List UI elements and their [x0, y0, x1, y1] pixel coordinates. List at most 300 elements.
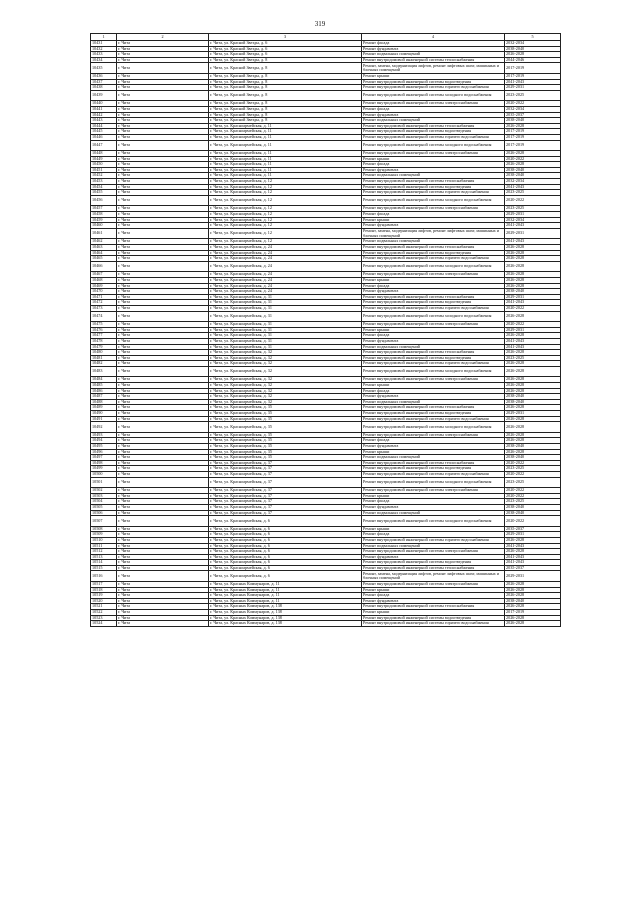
row-number: 10519: [91, 593, 117, 599]
row-period: 2020-2022: [505, 488, 561, 494]
row-work-type: Ремонт внутридомовой инженерной системы теплоснабжения: [362, 179, 505, 185]
row-work-type: Ремонт крыши: [362, 217, 505, 223]
row-number: 10439: [91, 90, 117, 101]
row-address: г. Чита, ул. Красноармейская, д. 12: [209, 206, 362, 212]
row-address: г. Чита, ул. Красноармейская, д. 11: [209, 167, 362, 173]
row-locality: г. Чита: [117, 460, 209, 466]
row-period: 2026-2028: [505, 311, 561, 322]
row-period: 2026-2028: [505, 549, 561, 555]
row-locality: г. Чита: [117, 162, 209, 168]
row-number: 10450: [91, 162, 117, 168]
row-period: 2038-2040: [505, 504, 561, 510]
row-locality: г. Чита: [117, 344, 209, 350]
row-period: 2026-2028: [505, 277, 561, 283]
row-locality: г. Чита: [117, 212, 209, 218]
row-address: г. Чита, ул. Красноармейская, д. 37: [209, 477, 362, 488]
row-work-type: Ремонт фундамента: [362, 554, 505, 560]
row-number: 10441: [91, 106, 117, 112]
row-work-type: Ремонт внутридомовой инженерной системы теплоснабжения: [362, 460, 505, 466]
row-address: г. Чита, ул. Красноармейская, д. 35: [209, 438, 362, 444]
row-work-type: Ремонт фундамента: [362, 394, 505, 400]
header-col-1: 1: [91, 34, 117, 41]
row-work-type: Ремонт внутридомовой инженерной системы холодного водоснабжения: [362, 366, 505, 377]
row-period: 2026-2028: [505, 405, 561, 411]
table-row: [91, 63, 561, 74]
row-address: г. Чита, ул. Красноармейская, д. 12: [209, 212, 362, 218]
row-work-type: Ремонт подвальных помещений: [362, 399, 505, 405]
row-period: 2026-2028: [505, 432, 561, 438]
row-period: 2017-2019: [505, 73, 561, 79]
row-period: 2035-2037: [505, 112, 561, 118]
row-work-type: Ремонт внутридомовой инженерной системы горячего водоснабжения: [362, 134, 505, 140]
row-number: 10496: [91, 449, 117, 455]
row-address: г. Чита, ул. Красной Звезды, д. 8: [209, 118, 362, 124]
row-locality: г. Чита: [117, 388, 209, 394]
row-number: 10432: [91, 46, 117, 52]
row-number: 10520: [91, 598, 117, 604]
row-period: 2032-2034: [505, 217, 561, 223]
row-locality: г. Чита: [117, 565, 209, 571]
row-period: 2041-2043: [505, 560, 561, 566]
row-period: 2038-2040: [505, 598, 561, 604]
table-row: [91, 195, 561, 206]
row-address: г. Чита, ул. Красноармейская, д. 37: [209, 471, 362, 477]
row-locality: г. Чита: [117, 250, 209, 256]
row-work-type: Ремонт внутридомовой инженерной системы горячего водоснабжения: [362, 85, 505, 91]
row-work-type: Ремонт внутридомовой инженерной системы холодного водоснабжения: [362, 140, 505, 151]
row-number: 10468: [91, 277, 117, 283]
row-locality: г. Чита: [117, 543, 209, 549]
row-address: г. Чита, ул. Красноармейская, д. 11: [209, 140, 362, 151]
row-address: г. Чита, ул. Красноармейская, д. 24: [209, 283, 362, 289]
row-number: 10523: [91, 615, 117, 621]
row-number: 10457: [91, 206, 117, 212]
row-number: 10478: [91, 338, 117, 344]
row-address: г. Чита, ул. Красноармейская, д. 24: [209, 245, 362, 251]
header-col-2: 2: [117, 34, 209, 41]
row-number: 10495: [91, 444, 117, 450]
row-work-type: Ремонт крыши: [362, 73, 505, 79]
row-address: г. Чита, ул. Красноармейская, д. 31: [209, 305, 362, 311]
row-number: 10449: [91, 156, 117, 162]
row-work-type: Ремонт внутридомовой инженерной системы водоотведения: [362, 250, 505, 256]
row-period: 2038-2040: [505, 289, 561, 295]
row-address: г. Чита, ул. Красной Звезды, д. 8: [209, 101, 362, 107]
row-number: 10515: [91, 565, 117, 571]
row-address: г. Чита, ул. Красноармейская, д. 37: [209, 488, 362, 494]
row-number: 10466: [91, 261, 117, 272]
row-address: г. Чита, ул. Красной Звезды, д. 8: [209, 90, 362, 101]
row-locality: г. Чита: [117, 549, 209, 555]
row-address: г. Чита, ул. Красноармейская, д. 24: [209, 250, 362, 256]
row-locality: г. Чита: [117, 327, 209, 333]
row-period: 2029-2031: [505, 85, 561, 91]
header-col-4: 4: [362, 34, 505, 41]
row-locality: г. Чита: [117, 394, 209, 400]
row-work-type: Ремонт внутридомовой инженерной системы горячего водоснабжения: [362, 305, 505, 311]
row-number: 10446: [91, 134, 117, 140]
row-locality: г. Чита: [117, 46, 209, 52]
row-period: 2026-2028: [505, 438, 561, 444]
row-locality: г. Чита: [117, 438, 209, 444]
row-number: 10483: [91, 366, 117, 377]
row-locality: г. Чита: [117, 134, 209, 140]
row-address: г. Чита, ул. Красных Коммунаров, д. 138: [209, 604, 362, 610]
row-number: 10521: [91, 604, 117, 610]
row-period: 2026-2028: [505, 604, 561, 610]
table-row: [91, 228, 561, 239]
row-period: 2026-2028: [505, 272, 561, 278]
row-locality: г. Чита: [117, 432, 209, 438]
row-number: 10482: [91, 361, 117, 367]
row-period: 2026-2028: [505, 333, 561, 339]
header-col-3: 3: [209, 34, 362, 41]
row-locality: г. Чита: [117, 289, 209, 295]
row-period: 2023-2025: [505, 190, 561, 196]
row-work-type: Ремонт внутридомовой инженерной системы теплоснабжения: [362, 245, 505, 251]
row-address: г. Чита, ул. Красноармейская, д. 12: [209, 228, 362, 239]
row-period: 2017-2019: [505, 134, 561, 140]
row-locality: г. Чита: [117, 510, 209, 516]
row-address: г. Чита, ул. Красноармейская, д. 11: [209, 129, 362, 135]
row-address: г. Чита, ул. Красноармейская, д. 32: [209, 350, 362, 356]
row-period: 2026-2028: [505, 366, 561, 377]
row-locality: г. Чита: [117, 499, 209, 505]
row-address: г. Чита, ул. Красноармейская, д. 31: [209, 333, 362, 339]
row-locality: г. Чита: [117, 195, 209, 206]
row-number: 10471: [91, 294, 117, 300]
row-number: 10506: [91, 510, 117, 516]
row-number: 10502: [91, 488, 117, 494]
row-work-type: Ремонт внутридомовой инженерной системы теплоснабжения: [362, 405, 505, 411]
row-address: г. Чита, ул. Красноармейская, д. 35: [209, 455, 362, 461]
row-period: 2029-2031: [505, 571, 561, 582]
row-locality: г. Чита: [117, 57, 209, 63]
row-work-type: Ремонт фасада: [362, 333, 505, 339]
row-period: 2029-2031: [505, 228, 561, 239]
row-address: г. Чита, ул. Красноармейская, д. 32: [209, 383, 362, 389]
row-address: г. Чита, ул. Красноармейская, д. 35: [209, 449, 362, 455]
row-address: г. Чита, ул. Красноармейская, д. 24: [209, 289, 362, 295]
row-address: г. Чита, ул. Красноармейская, д. 37: [209, 460, 362, 466]
table-row: [91, 477, 561, 488]
row-period: 2026-2028: [505, 587, 561, 593]
row-period: 2023-2025: [505, 206, 561, 212]
row-period: 2038-2040: [505, 510, 561, 516]
row-work-type: Ремонт фундамента: [362, 112, 505, 118]
row-period: 2029-2031: [505, 532, 561, 538]
row-period: 2026-2028: [505, 256, 561, 262]
row-period: 2026-2028: [505, 283, 561, 289]
row-work-type: Ремонт фасада: [362, 41, 505, 47]
row-work-type: Ремонт внутридомовой инженерной системы электроснабжения: [362, 206, 505, 212]
row-address: г. Чита, ул. Красных Коммунаров, д. 11: [209, 593, 362, 599]
row-work-type: Ремонт крыши: [362, 156, 505, 162]
row-locality: г. Чита: [117, 411, 209, 417]
row-address: г. Чита, ул. Красноармейская, д. 31: [209, 327, 362, 333]
row-address: г. Чита, ул. Красноармейская, д. 24: [209, 256, 362, 262]
row-address: г. Чита, ул. Красной Звезды, д. 6: [209, 52, 362, 58]
row-number: 10476: [91, 327, 117, 333]
row-locality: г. Чита: [117, 493, 209, 499]
row-address: г. Чита, ул. Красноармейская, д. 24: [209, 272, 362, 278]
row-work-type: Ремонт фундамента: [362, 46, 505, 52]
table-row: [91, 571, 561, 582]
row-period: 2035-2037: [505, 565, 561, 571]
row-period: 2041-2043: [505, 223, 561, 229]
row-work-type: Ремонт внутридомовой инженерной системы горячего водоснабжения: [362, 416, 505, 422]
row-work-type: Ремонт внутридомовой инженерной системы холодного водоснабжения: [362, 311, 505, 322]
row-work-type: Ремонт, замена, модернизация лифтов, ремонт лифтовых шахт, машинных и блочных помещений: [362, 228, 505, 239]
row-number: 10486: [91, 388, 117, 394]
row-address: г. Чита, ул. Красноармейская, д. 12: [209, 195, 362, 206]
row-address: г. Чита, ул. Красноармейская, д. 32: [209, 394, 362, 400]
row-period: 2026-2028: [505, 449, 561, 455]
row-locality: г. Чита: [117, 504, 209, 510]
row-locality: г. Чита: [117, 366, 209, 377]
row-work-type: Ремонт фасада: [362, 532, 505, 538]
row-address: г. Чита, ул. Красноармейская, д. 35: [209, 432, 362, 438]
row-work-type: Ремонт внутридомовой инженерной системы теплоснабжения: [362, 350, 505, 356]
row-work-type: Ремонт внутридомовой инженерной системы электроснабжения: [362, 272, 505, 278]
row-work-type: Ремонт внутридомовой инженерной системы водоотведения: [362, 466, 505, 472]
row-work-type: Ремонт внутридомовой инженерной системы водоотведения: [362, 79, 505, 85]
table-row: [91, 621, 561, 627]
row-locality: г. Чита: [117, 63, 209, 74]
row-locality: г. Чита: [117, 294, 209, 300]
row-address: г. Чита, ул. Красноармейская, д. 12: [209, 179, 362, 185]
row-period: 2041-2043: [505, 543, 561, 549]
row-period: 2026-2028: [505, 250, 561, 256]
row-number: 10444: [91, 123, 117, 129]
row-period: 2041-2043: [505, 79, 561, 85]
row-work-type: Ремонт фасада: [362, 283, 505, 289]
row-number: 10492: [91, 422, 117, 433]
row-locality: г. Чита: [117, 516, 209, 527]
row-locality: г. Чита: [117, 129, 209, 135]
row-address: г. Чита, ул. Красноармейская, д. 11: [209, 173, 362, 179]
row-locality: г. Чита: [117, 582, 209, 588]
row-number: 10480: [91, 350, 117, 356]
row-period: 2026-2028: [505, 261, 561, 272]
row-period: 2026-2028: [505, 388, 561, 394]
row-address: г. Чита, ул. Красноармейская, д. 31: [209, 322, 362, 328]
row-number: 10514: [91, 560, 117, 566]
row-locality: г. Чита: [117, 190, 209, 196]
row-address: г. Чита, ул. Красноармейская, д. 6: [209, 549, 362, 555]
row-number: 10500: [91, 471, 117, 477]
row-address: г. Чита, ул. Красноармейская, д. 37: [209, 499, 362, 505]
row-work-type: Ремонт крыши: [362, 610, 505, 616]
row-number: 10467: [91, 272, 117, 278]
row-number: 10479: [91, 344, 117, 350]
row-work-type: Ремонт внутридомовой инженерной системы горячего водоснабжения: [362, 471, 505, 477]
row-address: г. Чита, ул. Красноармейская, д. 12: [209, 217, 362, 223]
row-work-type: Ремонт внутридомовой инженерной системы электроснабжения: [362, 549, 505, 555]
row-number: 10493: [91, 432, 117, 438]
row-locality: г. Чита: [117, 477, 209, 488]
row-address: г. Чита, ул. Красноармейская, д. 37: [209, 510, 362, 516]
row-locality: г. Чита: [117, 101, 209, 107]
row-period: 2020-2022: [505, 101, 561, 107]
row-locality: г. Чита: [117, 322, 209, 328]
row-period: 2029-2031: [505, 411, 561, 417]
row-address: г. Чита, ул. Красноармейская, д. 6: [209, 526, 362, 532]
row-locality: г. Чита: [117, 587, 209, 593]
row-locality: г. Чита: [117, 140, 209, 151]
row-locality: г. Чита: [117, 422, 209, 433]
row-locality: г. Чита: [117, 156, 209, 162]
row-locality: г. Чита: [117, 377, 209, 383]
row-address: г. Чита, ул. Красных Коммунаров, д. 138: [209, 621, 362, 627]
row-address: г. Чита, ул. Красноармейская, д. 31: [209, 344, 362, 350]
row-work-type: Ремонт подвальных помещений: [362, 239, 505, 245]
row-address: г. Чита, ул. Красноармейская, д. 6: [209, 565, 362, 571]
row-address: г. Чита, ул. Красных Коммунаров, д. 11: [209, 582, 362, 588]
row-work-type: Ремонт внутридомовой инженерной системы электроснабжения: [362, 582, 505, 588]
row-locality: г. Чита: [117, 610, 209, 616]
row-period: 2020-2022: [505, 460, 561, 466]
row-number: 10462: [91, 239, 117, 245]
row-period: 2026-2028: [505, 123, 561, 129]
row-work-type: Ремонт фасада: [362, 438, 505, 444]
row-number: 10445: [91, 129, 117, 135]
row-period: 2023-2025: [505, 90, 561, 101]
row-period: 2020-2022: [505, 322, 561, 328]
row-work-type: Ремонт внутридомовой инженерной системы холодного водоснабжения: [362, 516, 505, 527]
page-number: 319: [314, 20, 326, 28]
row-address: г. Чита, ул. Красноармейская, д. 12: [209, 190, 362, 196]
row-number: 10505: [91, 504, 117, 510]
row-address: г. Чита, ул. Красноармейская, д. 12: [209, 223, 362, 229]
row-number: 10481: [91, 355, 117, 361]
row-period: 2023-2025: [505, 355, 561, 361]
row-work-type: Ремонт внутридомовой инженерной системы горячего водоснабжения: [362, 190, 505, 196]
row-work-type: Ремонт внутридомовой инженерной системы электроснабжения: [362, 377, 505, 383]
row-number: 10448: [91, 151, 117, 157]
row-locality: г. Чита: [117, 217, 209, 223]
table-row: [91, 90, 561, 101]
row-address: г. Чита, ул. Красноармейская, д. 32: [209, 366, 362, 377]
row-period: 2038-2040: [505, 46, 561, 52]
row-work-type: Ремонт внутридомовой инженерной системы теплоснабжения: [362, 604, 505, 610]
row-number: 10472: [91, 300, 117, 306]
row-work-type: Ремонт внутридомовой инженерной системы горячего водоснабжения: [362, 537, 505, 543]
row-period: 2026-2028: [505, 162, 561, 168]
row-period: 2026-2028: [505, 361, 561, 367]
row-period: 2017-2019: [505, 140, 561, 151]
row-work-type: Ремонт внутридомовой инженерной системы холодного водоснабжения: [362, 422, 505, 433]
row-locality: г. Чита: [117, 466, 209, 472]
row-locality: г. Чита: [117, 283, 209, 289]
row-address: г. Чита, ул. Красной Звезды, д. 8: [209, 63, 362, 74]
row-locality: г. Чита: [117, 455, 209, 461]
row-locality: г. Чита: [117, 399, 209, 405]
row-number: 10470: [91, 289, 117, 295]
row-number: 10485: [91, 383, 117, 389]
row-address: г. Чита, ул. Красноармейская, д. 11: [209, 162, 362, 168]
row-address: г. Чита, ул. Красноармейская, д. 32: [209, 399, 362, 405]
row-work-type: Ремонт фасада: [362, 388, 505, 394]
row-locality: г. Чита: [117, 526, 209, 532]
row-address: г. Чита, ул. Красноармейская, д. 6: [209, 554, 362, 560]
row-period: 2020-2022: [505, 493, 561, 499]
row-locality: г. Чита: [117, 598, 209, 604]
row-address: г. Чита, ул. Красноармейская, д. 6: [209, 543, 362, 549]
row-work-type: Ремонт внутридомовой инженерной системы теплоснабжения: [362, 57, 505, 63]
row-period: 2032-2034: [505, 106, 561, 112]
row-address: г. Чита, ул. Красной Звезды, д. 8: [209, 85, 362, 91]
row-number: 10497: [91, 455, 117, 461]
row-period: 2026-2028: [505, 615, 561, 621]
row-locality: г. Чита: [117, 532, 209, 538]
row-number: 10465: [91, 256, 117, 262]
row-address: г. Чита, ул. Красной Звезды, д. 8: [209, 79, 362, 85]
table-body: [91, 41, 561, 627]
row-address: г. Чита, ул. Красноармейская, д. 6: [209, 532, 362, 538]
row-address: г. Чита, ул. Красноармейская, д. 35: [209, 411, 362, 417]
row-locality: г. Чита: [117, 184, 209, 190]
row-number: 10452: [91, 173, 117, 179]
row-address: г. Чита, ул. Красноармейская, д. 35: [209, 444, 362, 450]
row-period: 2023-2025: [505, 477, 561, 488]
row-period: 2041-2043: [505, 184, 561, 190]
row-address: г. Чита, ул. Красноармейская, д. 6: [209, 537, 362, 543]
table-row: [91, 311, 561, 322]
row-address: г. Чита, ул. Красноармейская, д. 6: [209, 571, 362, 582]
row-number: 10451: [91, 167, 117, 173]
row-work-type: Ремонт внутридомовой инженерной системы электроснабжения: [362, 322, 505, 328]
row-address: г. Чита, ул. Красноармейская, д. 37: [209, 493, 362, 499]
row-work-type: Ремонт фундамента: [362, 444, 505, 450]
row-locality: г. Чита: [117, 272, 209, 278]
row-period: 2017-2019: [505, 63, 561, 74]
row-period: 2041-2043: [505, 554, 561, 560]
row-work-type: Ремонт крыши: [362, 526, 505, 532]
row-number: 10517: [91, 582, 117, 588]
row-work-type: Ремонт внутридомовой инженерной системы электроснабжения: [362, 432, 505, 438]
row-number: 10436: [91, 73, 117, 79]
row-work-type: Ремонт фундамента: [362, 223, 505, 229]
row-period: 2026-2028: [505, 151, 561, 157]
row-address: г. Чита, ул. Красной Звезды, д. 8: [209, 57, 362, 63]
row-number: 10442: [91, 112, 117, 118]
row-locality: г. Чита: [117, 604, 209, 610]
row-address: г. Чита, ул. Красной Звезды, д. 6: [209, 46, 362, 52]
row-work-type: Ремонт внутридомовой инженерной системы теплоснабжения: [362, 294, 505, 300]
row-number: 10522: [91, 610, 117, 616]
row-address: г. Чита, ул. Красноармейская, д. 11: [209, 151, 362, 157]
repair-schedule-table: [90, 33, 561, 627]
row-address: г. Чита, ул. Красноармейская, д. 32: [209, 388, 362, 394]
row-number: 10440: [91, 101, 117, 107]
row-work-type: Ремонт крыши: [362, 383, 505, 389]
row-period: 2026-2028: [505, 377, 561, 383]
row-address: г. Чита, ул. Красных Коммунаров, д. 138: [209, 615, 362, 621]
row-work-type: Ремонт подвальных помещений: [362, 344, 505, 350]
row-address: г. Чита, ул. Красноармейская, д. 35: [209, 422, 362, 433]
row-work-type: Ремонт фундамента: [362, 598, 505, 604]
row-number: 10484: [91, 377, 117, 383]
row-period: 2038-2040: [505, 118, 561, 124]
row-locality: г. Чита: [117, 338, 209, 344]
row-address: г. Чита, ул. Красноармейская, д. 32: [209, 361, 362, 367]
row-number: 10503: [91, 493, 117, 499]
table-row: [91, 261, 561, 272]
row-work-type: Ремонт внутридомовой инженерной системы водоотведения: [362, 560, 505, 566]
row-locality: г. Чита: [117, 350, 209, 356]
row-work-type: Ремонт внутридомовой инженерной системы водоотведения: [362, 300, 505, 306]
